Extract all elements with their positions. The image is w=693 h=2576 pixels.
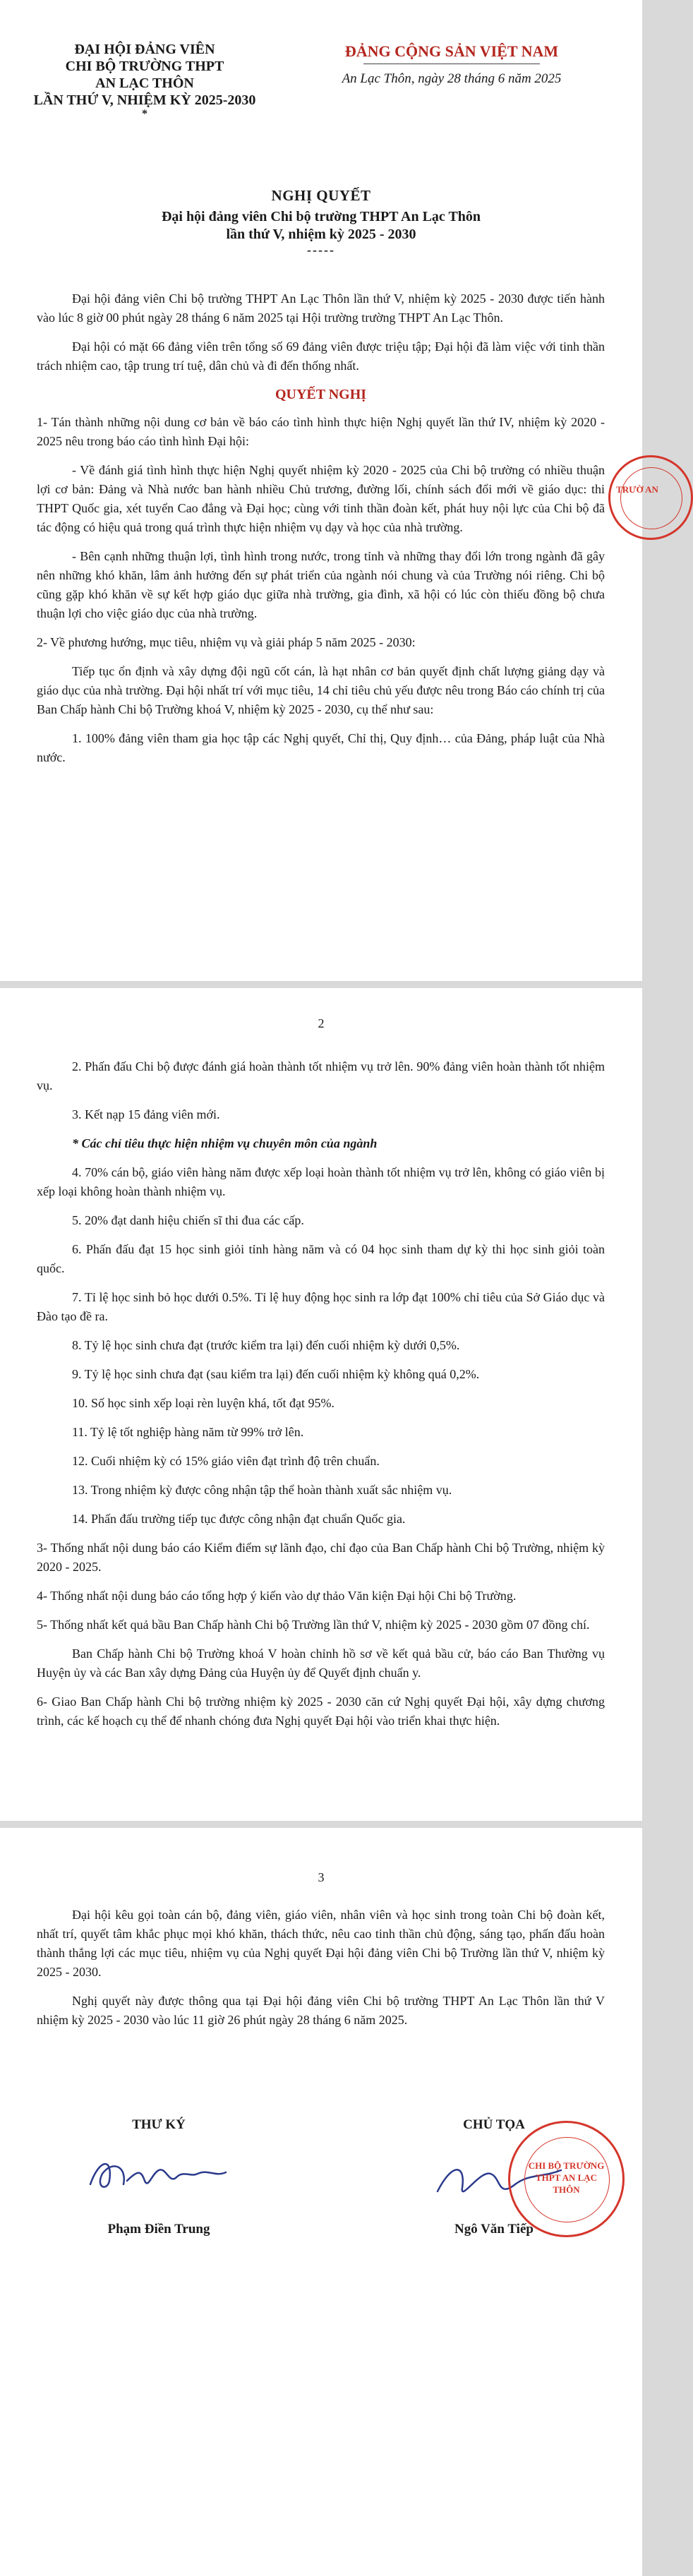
page-2-body (37, 1057, 605, 1740)
paragraph: - Về đánh giá tình hình thực hiện Nghị quyết nhiệm kỳ 2020 - 2025 của Chi bộ trường có nhiều thuận lợi cơ bản: Đảng và Nhà nước ban hành nhiều Chủ trương, đường lối, chính sách đổi mới về giáo dục: thi THPT Quốc gia, xét tuyển Cao đẳng và Đại học; cùng với tinh thần đoàn kết, phát huy nội lực của Chi bộ đã tác động có hiệu quả trong quá trình thực hiện nhiệm vụ dạy và học của nhà trường. (37, 463, 605, 534)
paragraph: Nghị quyết này được thông qua tại Đại hội đảng viên Chi bộ trường THPT An Lạc Thôn lần thứ V nhiệm kỳ 2025 - 2030 vào lúc 11 giờ 26 phút ngày 28 tháng 6 năm 2025. (37, 1994, 605, 2027)
issuing-body-line: LẦN THỨ V, NHIỆM KỲ 2025-2030 (33, 92, 256, 108)
paragraph: Tiếp tục ổn định và xây dựng đội ngũ cốt cán, là hạt nhân cơ bản quyết định chất lượng giảng dạy và giáo dục của nhà trường. Đại hội nhất trí với mục tiêu, 14 chỉ tiêu chủ yếu được nêu trong Báo cáo chính trị của Ban Chấp hành Chi bộ Trường khoá V, nhiệm kỳ 2025 - 2030, cụ thể như sau: (37, 664, 605, 716)
list-item: 4. 70% cán bộ, giáo viên hàng năm được xếp loại hoàn thành tốt nhiệm vụ trở lên, không có giáo viên bị xếp loại không hoàn thành nhiệm vụ. (37, 1165, 605, 1198)
stamp-text: TRƯỜ AN (616, 484, 658, 495)
list-item: 11. Tỷ lệ tốt nghiệp hàng năm từ 99% trở lên. (72, 1425, 304, 1439)
page-1-body (37, 289, 605, 777)
resolution-title (42, 187, 600, 258)
star-mark: * (142, 108, 147, 120)
party-header (296, 42, 607, 87)
title-dash: ----- (307, 243, 335, 257)
list-item: 6. Phấn đấu đạt 15 học sinh giỏi tỉnh hàng năm và có 04 học sinh tham dự kỳ thi học sinh giỏi toàn quốc. (37, 1242, 605, 1275)
subheading: * Các chỉ tiêu thực hiện nhiệm vụ chuyên môn của ngành (72, 1136, 378, 1150)
list-item: 9. Tỷ lệ học sinh chưa đạt (sau kiểm tra lại) đến cuối nhiệm kỳ không quá 0,2%. (72, 1367, 480, 1381)
paragraph: Đại hội đảng viên Chi bộ trường THPT An Lạc Thôn lần thứ V, nhiệm kỳ 2025 - 2030 được tiến hành vào lúc 8 giờ 00 phút ngày 28 tháng 6 năm 2025 tại Hội trường trường THPT An Lạc Thôn. (37, 291, 605, 325)
page-number: 3 (318, 1870, 325, 1884)
paragraph: 5- Thống nhất kết quả bầu Ban Chấp hành Chi bộ Trường lần thứ V, nhiệm kỳ 2025 - 2030 gồm 07 đồng chí. (37, 1618, 590, 1632)
stamp-inner-ring (620, 467, 682, 529)
paragraph: Ban Chấp hành Chi bộ Trường khoá V hoàn chỉnh hồ sơ về kết quả bầu cử, báo cáo Ban Thường vụ Huyện ủy và các Ban xây dựng Đảng của Huyện ủy để Quyết định chuẩn y. (37, 1647, 605, 1680)
page-2 (0, 988, 642, 1821)
list-item: 2. Phấn đấu Chi bộ được đánh giá hoàn thành tốt nhiệm vụ trở lên. 90% đảng viên hoàn thành tốt nhiệm vụ. (37, 1059, 605, 1093)
chair-role: CHỦ TỌA (463, 2117, 525, 2132)
list-item: 7. Tỉ lệ học sinh bỏ học dưới 0.5%. Tỉ lệ huy động học sinh ra lớp đạt 100% chỉ tiêu của Sở Giáo dục và Đào tạo đề ra. (37, 1290, 605, 1323)
secretary-signature (85, 2145, 233, 2202)
list-item: 8. Tỷ lệ học sinh chưa đạt (trước kiểm tra lại) đến cuối nhiệm kỳ dưới 0,5%. (72, 1338, 460, 1352)
secretary-role: THƯ KÝ (132, 2117, 186, 2132)
list-item: 14. Phấn đấu trường tiếp tục được công nhận đạt chuẩn Quốc gia. (72, 1512, 406, 1526)
title-line-1: Đại hội đảng viên Chi bộ trường THPT An Lạc Thôn (161, 209, 481, 224)
paragraph: 6- Giao Ban Chấp hành Chi bộ trường nhiệm kỳ 2025 - 2030 căn cứ Nghị quyết Đại hội, xây dựng chương trình, các kế hoạch cụ thể để nhanh chóng đưa Nghị quyết Đại hội vào triển khai thực hiện. (37, 1695, 605, 1728)
section-heading: QUYẾT NGHỊ (275, 387, 367, 402)
paragraph: Đại hội có mặt 66 đảng viên trên tổng số 69 đảng viên được triệu tập; Đại hội đã làm việc với tinh thần trách nhiệm cao, tập trung trí tuệ, dân chủ và đi đến thống nhất. (37, 339, 605, 373)
page-number: 2 (318, 1016, 325, 1030)
official-stamp (508, 2121, 625, 2237)
secretary-name: Phạm Điền Trung (107, 2222, 210, 2237)
paragraph: 3- Thống nhất nội dung báo cáo Kiểm điểm sự lãnh đạo, chỉ đạo của Ban Chấp hành Chi bộ Trường, nhiệm kỳ 2020 - 2025. (37, 1541, 605, 1574)
list-item: 12. Cuối nhiệm kỳ có 15% giáo viên đạt trình độ trên chuẩn. (72, 1454, 380, 1468)
official-stamp-partial (608, 455, 693, 540)
list-item: 5. 20% đạt danh hiệu chiến sĩ thi đua các cấp. (72, 1213, 304, 1227)
list-item: 10. Số học sinh xếp loại rèn luyện khá, tốt đạt 95%. (72, 1396, 335, 1410)
issuing-body-line: AN LẠC THÔN (95, 76, 194, 91)
issuing-body (21, 41, 268, 120)
issuing-body-line: ĐẠI HỘI ĐẢNG VIÊN (74, 42, 215, 57)
chair-name: Ngô Văn Tiếp (454, 2222, 534, 2237)
issuing-body-line: CHI BỘ TRƯỜNG THPT (65, 59, 224, 74)
page-1 (0, 0, 658, 981)
stamp-text: CHI BỘ TRƯỜNG THPT AN LẠC THÔN (528, 2160, 605, 2195)
paragraph: - Bên cạnh những thuận lợi, tình hình trong nước, trong tỉnh và những thay đổi lớn trong ngành đã gây nên những khó khăn, lâm ảnh hưởng đến sự phát triển của ngành nói chung và của Trường nói riêng. Chi bộ cũng gặp khó khăn về sự kết hợp giáo dục giữa nhà trường, gia đình, xã hội có lúc còn thiếu đồng bộ chưa thuận lợi cho việc giáo dục của nhà trường. (37, 549, 605, 620)
document-kind: NGHỊ QUYẾT (271, 187, 371, 204)
paragraph: 2- Về phương hướng, mục tiêu, nhiệm vụ và giải pháp 5 năm 2025 - 2030: (37, 635, 416, 649)
paragraph: 1. 100% đảng viên tham gia học tập các Nghị quyết, Chỉ thị, Quy định… của Đảng, pháp luật của Nhà nước. (37, 731, 605, 764)
secretary-signature-block (78, 2117, 240, 2244)
place-date: An Lạc Thôn, ngày 28 tháng 6 năm 2025 (342, 71, 562, 86)
title-line-2: lần thứ V, nhiệm kỳ 2025 - 2030 (226, 227, 416, 242)
list-item: 13. Trong nhiệm kỳ được công nhận tập thể hoàn thành xuất sắc nhiệm vụ. (72, 1483, 452, 1497)
paragraph: 4- Thống nhất nội dung báo cáo tổng hợp ý kiến vào dự thảo Văn kiện Đại hội Chi bộ Trường. (37, 1589, 517, 1603)
page-3-body (37, 1906, 605, 2040)
paragraph: Đại hội kêu gọi toàn cán bộ, đảng viên, giáo viên, nhân viên và học sinh trong toàn Chi bộ đoàn kết, nhất trí, quyết tâm khắc phục mọi khó khăn, thách thức, nêu cao tinh thần chủ động, sáng tạo, phấn đấu hoàn thành thắng lợi các mục tiêu, nhiệm vụ của Nghị quyết Đại hội đảng viên Chi bộ Trường lần thứ V, nhiệm kỳ 2025 - 2030. (37, 1908, 605, 1979)
party-name: ĐẢNG CỘNG SẢN VIỆT NAM (344, 42, 559, 60)
paragraph: 1- Tán thành những nội dung cơ bản về báo cáo tình hình thực hiện Nghị quyết lần thứ IV, nhiệm kỳ 2020 - 2025 nêu trong báo cáo tình hình Đại hội: (37, 415, 605, 448)
list-item: 3. Kết nạp 15 đảng viên mới. (72, 1107, 220, 1121)
